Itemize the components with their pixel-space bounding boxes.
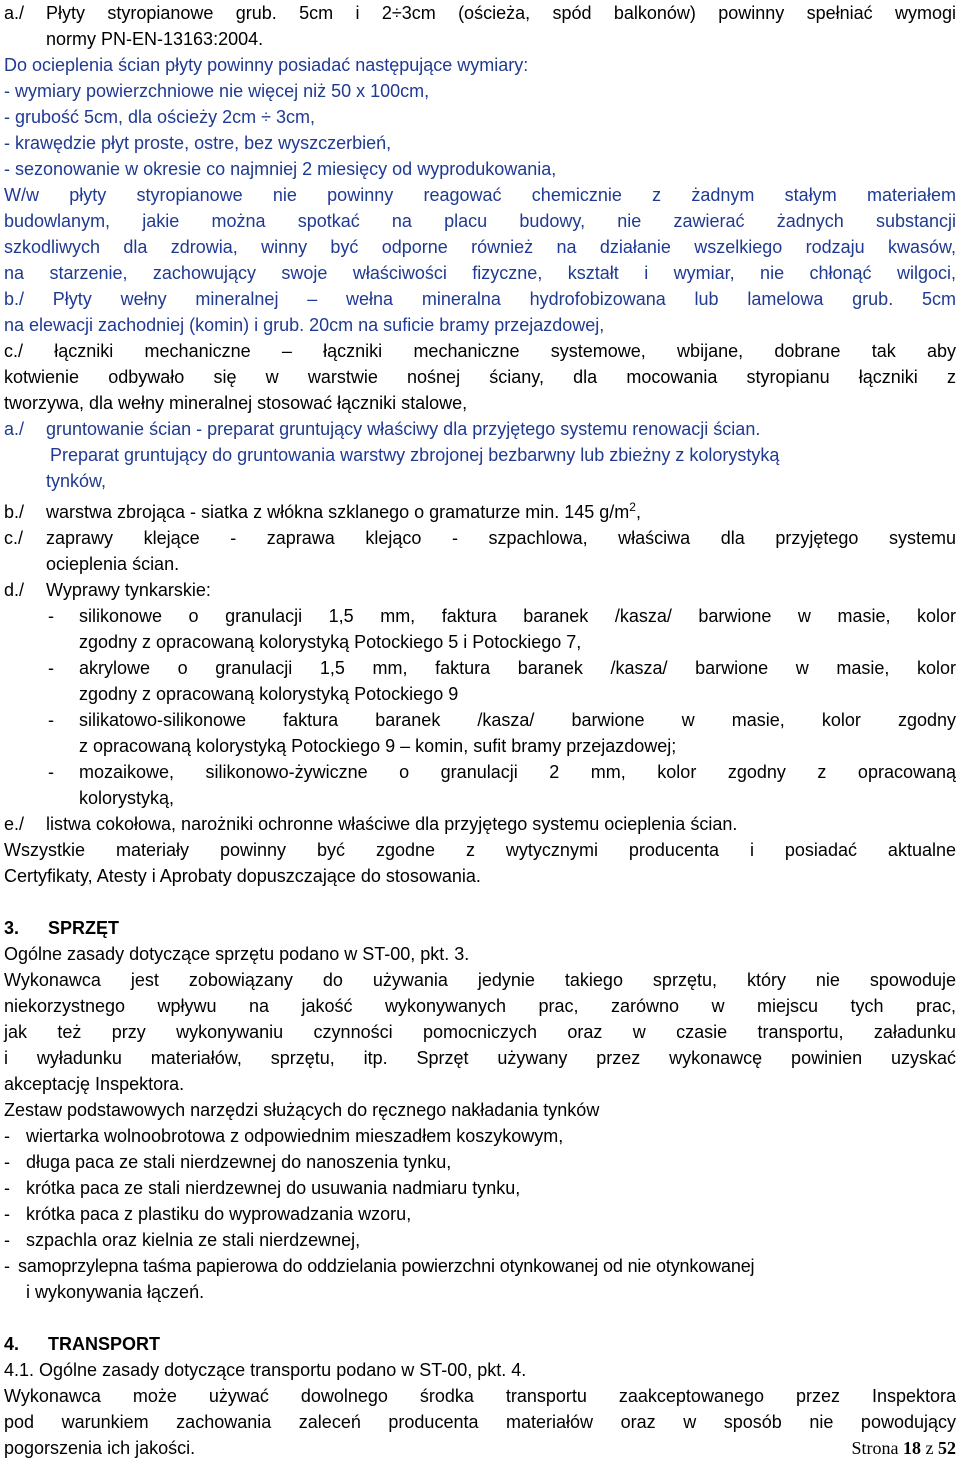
section-number: 4.: [4, 1334, 20, 1354]
text-line: [4, 494, 956, 525]
section-heading: [4, 915, 956, 941]
superscript: 2: [629, 500, 636, 514]
list-dash: -: [4, 1230, 10, 1250]
text-line: - krawędzie płyt proste, ostre, bez wyszczerbień,: [4, 133, 392, 153]
list-label: a./: [4, 3, 25, 23]
line-text: szpachla oraz kielnia ze stali nierdzewnej,: [26, 1230, 361, 1250]
list-label: b./: [4, 502, 25, 522]
line-text: mozaikowe, silikonowo-żywiczne o granulacji 2 mm, kolor zgodny z opracowaną: [79, 762, 956, 782]
text-line: zgodny z opracowaną kolorystyką Potockiego 5 i Potockiego 7,: [79, 632, 582, 652]
list-label: e./: [4, 814, 25, 834]
section-title: TRANSPORT: [48, 1334, 160, 1354]
text-line: jak też przy wykonywaniu czynności pomocniczych oraz w czasie transportu, załadunku: [4, 1022, 956, 1042]
text-line: [4, 525, 956, 551]
text-line: tynków,: [46, 471, 107, 491]
text-line: b./ Płyty wełny mineralnej – wełna mineralna hydrofobizowana lub lamelowa grub. 5cm: [4, 289, 956, 309]
list-item: [4, 759, 956, 785]
footer-page-number: 18: [903, 1438, 921, 1458]
list-dash: -: [4, 1126, 10, 1146]
text-line: na elewacji zachodniej (komin) i grub. 20cm na suficie bramy przejazdowej,: [4, 315, 605, 335]
text-line: normy PN-EN-13163:2004.: [46, 29, 264, 49]
text-line: tworzywa, dla wełny mineralnej stosować łączniki stalowe,: [4, 393, 468, 413]
text-line: na starzenie, zachowujący swoje właściwości fizyczne, kształt i wymiar, nie chłonąć wilgoci,: [4, 263, 956, 283]
list-item: [4, 1201, 956, 1227]
line-text: krótka paca z plastiku do wyprowadzania wzoru,: [26, 1204, 412, 1224]
text-line: W/w płyty styropianowe nie powinny reagować chemicznie z żadnym stałym materiałem: [4, 185, 956, 205]
line-text: listwa cokołowa, narożniki ochronne właściwe dla przyjętego systemu ocieplenia ścian.: [46, 814, 738, 834]
text-line: kolorystyką,: [79, 788, 175, 808]
list-item: [4, 1175, 956, 1201]
list-item: [4, 1227, 956, 1253]
list-item: [4, 603, 956, 629]
section-number: 3.: [4, 918, 20, 938]
line-text: gruntowanie ścian - preparat gruntujący właściwy dla przyjętego systemu renowacji ścian.: [46, 419, 761, 439]
list-item: [4, 707, 956, 733]
text-line: akceptację Inspektora.: [4, 1074, 185, 1094]
text-line: Do ocieplenia ścian płyty powinny posiadać następujące wymiary:: [4, 55, 529, 75]
line-text: wiertarka wolnoobrotowa z odpowiednim mieszadłem koszykowym,: [26, 1126, 564, 1146]
text-line: - sezonowanie w okresie co najmniej 2 miesięcy od wyprodukowania,: [4, 159, 557, 179]
text-line: budowlanym, jakie można spotkać na placu budowy, nie zawierać żadnych substancji: [4, 211, 956, 231]
list-item: [4, 1253, 956, 1279]
text-line: pogorszenia ich jakości.: [4, 1438, 196, 1458]
list-dash: -: [4, 1152, 10, 1172]
text-line: pod warunkiem zachowania zaleceń producenta materiałów oraz w sposób nie powodujący: [4, 1412, 956, 1432]
line-text: silikatowo-silikonowe faktura baranek /kasza/ barwione w masie, kolor zgodny: [79, 710, 956, 730]
text-line: i wykonywania łączeń.: [26, 1282, 205, 1302]
line-text: krótka paca ze stali nierdzewnej do usuwania nadmiaru tynku,: [26, 1178, 521, 1198]
text-line: z opracowaną kolorystyką Potockiego 9 – komin, sufit bramy przejazdowej;: [79, 736, 677, 756]
list-dash: -: [4, 1256, 10, 1276]
section-title: SPRZĘT: [48, 918, 120, 938]
list-item: [4, 1149, 956, 1175]
list-dash: -: [4, 1178, 10, 1198]
text-line: Wszystkie materiały powinny być zgodne z wytycznymi producenta i posiadać aktualne: [4, 840, 956, 860]
spacer: [4, 1305, 956, 1331]
footer-total-pages: 52: [938, 1438, 956, 1458]
list-label: a./: [4, 419, 25, 439]
text-line: - grubość 5cm, dla ościeży 2cm ÷ 3cm,: [4, 107, 315, 127]
text-line: Wykonawca jest zobowiązany do używania jedynie takiego sprzętu, który nie spowoduje: [4, 970, 956, 990]
text-line: kotwienie odbywało się w warstwie nośnej ściany, dla mocowania styropianu łączniki z: [4, 367, 956, 387]
line-text: Płyty styropianowe grub. 5cm i 2÷3cm (ościeża, spód balkonów) powinny spełniać wymogi: [46, 3, 956, 23]
list-label: c./: [4, 528, 24, 548]
list-label: d./: [4, 580, 25, 600]
line-text-end: ,: [635, 502, 641, 522]
list-dash: -: [48, 658, 54, 678]
text-line: [4, 811, 956, 837]
text-line: - wymiary powierzchniowe nie więcej niż 50 x 100cm,: [4, 81, 430, 101]
footer-separator: z: [925, 1438, 934, 1458]
text-line: [4, 416, 956, 442]
text-line: Ogólne zasady dotyczące sprzętu podano w ST-00, pkt. 3.: [4, 944, 470, 964]
text-line: Wykonawca może używać dowolnego środka transportu zaakceptowanego przez Inspektora: [4, 1386, 956, 1406]
text-line: ocieplenia ścian.: [46, 554, 180, 574]
list-item: [4, 1123, 956, 1149]
text-line: Certyfikaty, Atesty i Aprobaty dopuszczające do stosowania.: [4, 866, 481, 886]
text-line: c./ łączniki mechaniczne – łączniki mechaniczne systemowe, wbijane, dobrane tak aby: [4, 341, 956, 361]
line-text: zaprawy klejące - zaprawa klejąco - szpachlowa, właściwa dla przyjętego systemu: [46, 528, 956, 548]
text-line: Preparat gruntujący do gruntowania warstwy zbrojonej bezbarwny lub zbieżny z kolorystyką: [50, 445, 780, 465]
page-footer: [852, 1438, 957, 1459]
line-text: silikonowe o granulacji 1,5 mm, faktura baranek /kasza/ barwione w masie, kolor: [79, 606, 956, 626]
footer-prefix: Strona: [851, 1438, 899, 1458]
list-dash: -: [4, 1204, 10, 1224]
text-line: [4, 577, 956, 603]
list-dash: -: [48, 710, 54, 730]
list-dash: -: [48, 762, 54, 782]
text-line: [4, 0, 956, 26]
text-line: i wyładunku materiałów, sprzętu, itp. Sprzęt używany przez wykonawcę powinien uzyskać: [4, 1048, 956, 1068]
text-line: niekorzystnego wpływu na jakość wykonywanych prac, zarówno w miejscu tych prac,: [4, 996, 956, 1016]
text-line: zgodny z opracowaną kolorystyką Potockiego 9: [79, 684, 459, 704]
text-line: szkodliwych dla zdrowia, winny być odporne również na działanie wszelkiego rodzaju kwasów,: [4, 237, 956, 257]
line-text: akrylowe o granulacji 1,5 mm, faktura baranek /kasza/ barwione w masie, kolor: [79, 658, 956, 678]
list-item: [4, 655, 956, 681]
line-text: długa paca ze stali nierdzewnej do nanoszenia tynku,: [26, 1152, 452, 1172]
line-text: samoprzylepna taśma papierowa do oddzielania powierzchni otynkowanej od nie otynkowanej: [18, 1256, 755, 1276]
list-dash: -: [48, 606, 54, 626]
spacer: [4, 889, 956, 915]
text-line: 4.1. Ogólne zasady dotyczące transportu podano w ST-00, pkt. 4.: [4, 1360, 527, 1380]
section-heading: [4, 1331, 956, 1357]
text-line: Zestaw podstawowych narzędzi służących do ręcznego nakładania tynków: [4, 1100, 600, 1120]
line-text: Wyprawy tynkarskie:: [46, 580, 211, 600]
line-text: warstwa zbrojąca - siatka z włókna szklanego o gramaturze min. 145 g/m: [46, 502, 630, 522]
